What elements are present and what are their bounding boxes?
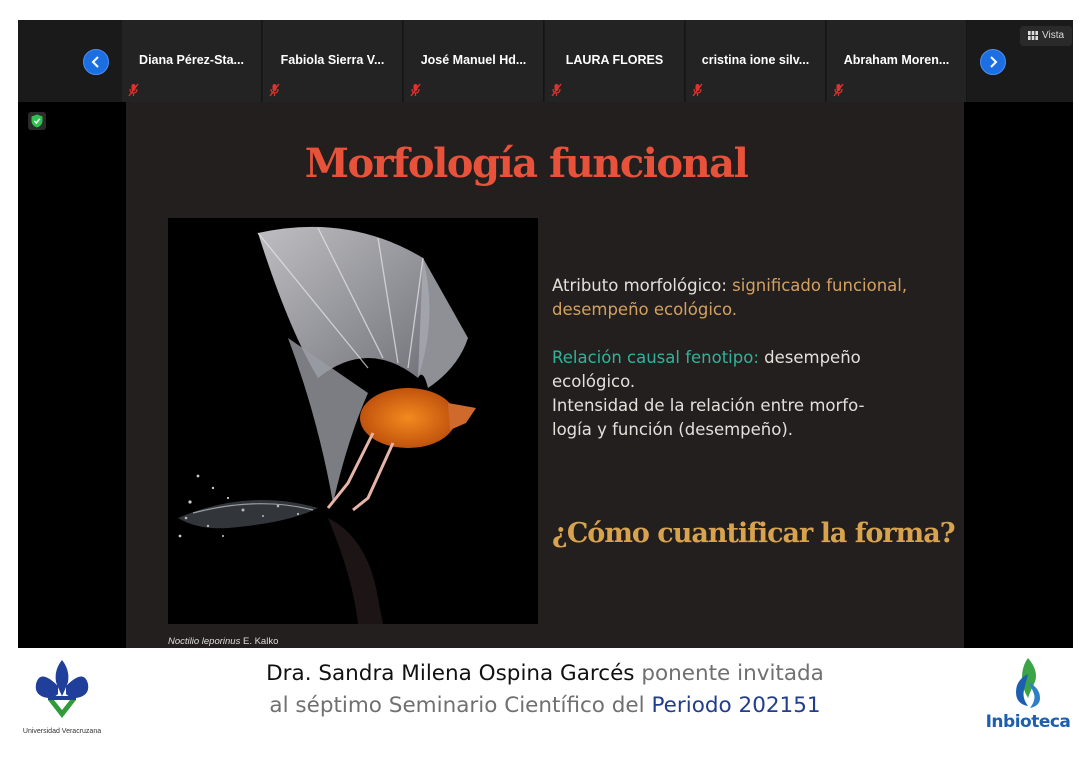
participant-strip: [18, 20, 1073, 102]
shared-screen-slide: [126, 102, 964, 648]
bat-illustration: [168, 218, 538, 624]
slide-question: ¿Cómo cuantificar la forma?: [552, 518, 955, 549]
paragraph-causal-relation: Relación causal fenotipo: desempeño ecológico. Intensidad de la relación entre morfo- logía y función (desempeño).: [552, 348, 865, 439]
bat-photo: [168, 218, 538, 624]
security-badge[interactable]: [28, 112, 46, 130]
mic-muted-icon: [692, 83, 704, 97]
photo-caption: Noctilio leporinus E. Kalko: [168, 636, 279, 647]
shield-check-icon: [31, 114, 43, 128]
mic-muted-icon: [128, 83, 140, 97]
inbioteca-label: Inbioteca: [985, 712, 1071, 732]
mic-muted-icon: [269, 83, 281, 97]
participant-name: cristina ione silv...: [701, 53, 810, 67]
participant-name: Fabiola Sierra V...: [280, 53, 385, 67]
participant-name: Diana Pérez-Sta...: [139, 53, 244, 67]
prev-participants-button[interactable]: [83, 49, 109, 75]
mic-muted-icon: [410, 83, 422, 97]
participant-tile[interactable]: [545, 20, 685, 102]
speaker-credit: Dra. Sandra Milena Ospina Garcés ponente invitada al séptimo Seminario Científico del Periodo 202151: [266, 661, 824, 718]
mic-muted-icon: [833, 83, 845, 97]
participant-name: José Manuel Hd...: [420, 53, 527, 67]
participant-tile[interactable]: [263, 20, 403, 102]
slide-title: Morfología funcional: [304, 140, 748, 187]
uv-logo: [18, 656, 106, 736]
participant-tile[interactable]: [122, 20, 262, 102]
chevron-right-icon: [987, 56, 999, 68]
participant-tile[interactable]: [827, 20, 967, 102]
participant-name: Abraham Moren...: [843, 53, 950, 67]
zoom-meeting-window: [18, 20, 1073, 648]
participant-name: LAURA FLORES: [565, 53, 664, 67]
fleur-de-lis-icon: [18, 656, 106, 726]
grid-icon: [1028, 31, 1038, 40]
footer-banner: [0, 648, 1090, 760]
inbioteca-logo: [982, 654, 1074, 738]
uv-label: Universidad Veracruzana: [22, 728, 102, 735]
view-label: Vista: [1042, 30, 1065, 41]
view-button[interactable]: [1020, 26, 1072, 46]
mic-muted-icon: [551, 83, 563, 97]
chevron-left-icon: [90, 56, 102, 68]
paragraph-morphological-attribute: Atributo morfológico: significado funcional, desempeño ecológico.: [552, 276, 908, 319]
leaf-flame-icon: [982, 654, 1074, 710]
participant-tile[interactable]: [686, 20, 826, 102]
participant-tile[interactable]: [404, 20, 544, 102]
next-participants-button[interactable]: [980, 49, 1006, 75]
